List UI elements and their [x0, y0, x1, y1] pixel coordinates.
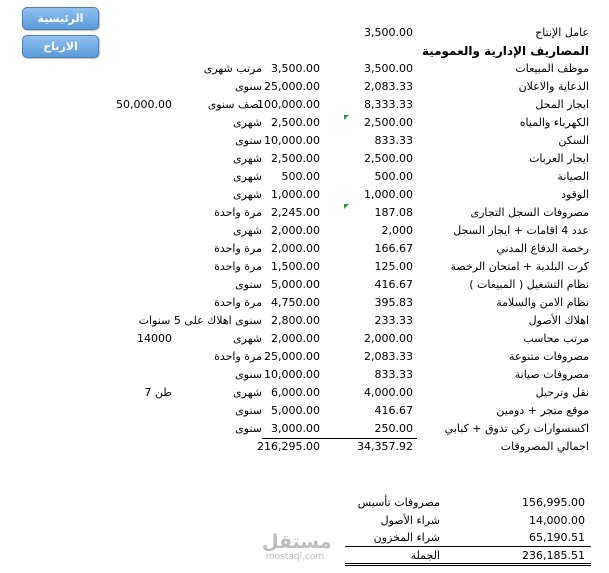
row-total: 6,000.00	[271, 386, 320, 399]
row-label: كرت البلدية + امتحان الرخصة	[450, 260, 589, 273]
row-label: نقل وترحيل	[535, 386, 589, 399]
row-label: مصروفات متنوعة	[509, 350, 589, 363]
summary-value: 14,000.00	[529, 514, 585, 527]
summary-label: شراء الأصول	[380, 514, 440, 527]
row-total: 2,500.00	[271, 152, 320, 165]
row-monthly: 416.67	[374, 404, 413, 417]
row-total: 5,000.00	[271, 278, 320, 291]
row-monthly: 250.00	[374, 422, 413, 435]
row-label: عدد 4 اقامات + ايجار السجل	[453, 224, 589, 237]
row-period: مرة واحدة	[214, 296, 262, 309]
summary-value: 236,185.51	[522, 549, 585, 562]
row-monthly: 2,083.33	[364, 80, 413, 93]
summary-label: مصروفات تأسيس	[357, 496, 440, 509]
row-label: اهلاك الأصول	[528, 314, 589, 327]
row-monthly: 4,000.00	[364, 386, 413, 399]
production-factor-label: عامل الإنتاج	[535, 26, 589, 39]
row-label: ايجار المحل	[535, 98, 589, 111]
watermark-latin: mostaql.com	[265, 552, 325, 562]
row-total: 4,750.00	[271, 296, 320, 309]
row-label: السكن	[558, 134, 589, 147]
row-monthly: 166.67	[374, 242, 413, 255]
row-total: 2,500.00	[271, 116, 320, 129]
row-total: 25,000.00	[264, 80, 320, 93]
row-monthly: 2,500.00	[364, 116, 413, 129]
row-label: الصيانة	[557, 170, 589, 183]
row-total: 10,000.00	[264, 368, 320, 381]
row-period: شهرى	[233, 224, 262, 237]
row-total: 2,245.00	[271, 206, 320, 219]
row-total: 2,000.00	[271, 224, 320, 237]
summary-total-line	[345, 546, 591, 547]
summary-label: الجملة	[410, 549, 440, 562]
row-period: سنوى اهلاك على 5 سنوات	[138, 314, 262, 327]
production-factor-value: 3,500.00	[364, 26, 413, 39]
row-period: نصف سنوى	[207, 98, 262, 111]
grand-total-monthly: 34,357.92	[357, 440, 413, 453]
row-period: شهرى	[233, 332, 262, 345]
row-label: مصروفات صيانة	[514, 368, 589, 381]
row-label: رخصة الدفاع المدني	[496, 242, 589, 255]
row-period: شهرى	[233, 170, 262, 183]
row-period: سنوى	[235, 80, 262, 93]
row-label: نظام التشغيل ( المبيعات )	[469, 278, 589, 291]
row-period: سنوى	[235, 278, 262, 291]
watermark-arabic: مستقل	[262, 531, 332, 553]
summary-label: شراء المخزون	[373, 531, 440, 544]
row-period: سنوى	[235, 134, 262, 147]
row-extra: 14000	[137, 332, 172, 345]
row-period: سنوى	[235, 422, 262, 435]
comment-marker	[344, 115, 349, 120]
row-label: ايجار العربات	[529, 152, 589, 165]
row-monthly: 233.33	[374, 314, 413, 327]
row-monthly: 8,333.33	[364, 98, 413, 111]
row-monthly: 1,000.00	[364, 188, 413, 201]
summary-value: 65,190.51	[529, 531, 585, 544]
row-total: 2,000.00	[271, 332, 320, 345]
row-extra: طن 7	[144, 386, 172, 399]
row-total: 500.00	[281, 170, 320, 183]
row-monthly: 2,000	[381, 224, 413, 237]
row-extra: 50,000.00	[116, 98, 172, 111]
row-monthly: 833.33	[374, 368, 413, 381]
row-period: مرتب شهرى	[203, 62, 262, 75]
grand-total-total: 216,295.00	[257, 440, 320, 453]
row-monthly: 3,500.00	[364, 62, 413, 75]
row-total: 25,000.00	[264, 350, 320, 363]
home-button[interactable]: الرئيسية	[22, 7, 99, 30]
row-monthly: 125.00	[374, 260, 413, 273]
row-period: مرة واحدة	[214, 242, 262, 255]
row-period: سنوى	[235, 404, 262, 417]
row-period: شهرى	[233, 152, 262, 165]
row-label: مرتب محاسب	[523, 332, 589, 345]
comment-marker	[344, 204, 349, 209]
row-label: موظف المبيعات	[515, 62, 589, 75]
profits-button[interactable]: الارباح	[22, 35, 99, 58]
grand-total-label: اجمالي المصروفات	[500, 440, 589, 453]
row-label: الوقود	[561, 188, 589, 201]
row-label: الدعاية والاعلان	[518, 80, 589, 93]
row-monthly: 2,083.33	[364, 350, 413, 363]
row-period: شهرى	[233, 386, 262, 399]
row-period: شهرى	[233, 116, 262, 129]
row-label: مصروفات السجل التجارى	[470, 206, 589, 219]
row-label: اكسسوارات ركن تذوق + كبابي	[444, 422, 589, 435]
row-monthly: 500.00	[374, 170, 413, 183]
row-monthly: 2,500.00	[364, 152, 413, 165]
row-monthly: 187.08	[374, 206, 413, 219]
mostaql-watermark	[262, 531, 332, 562]
row-total: 1,500.00	[271, 260, 320, 273]
row-total: 100,000.00	[257, 98, 320, 111]
row-total: 5,000.00	[271, 404, 320, 417]
row-total: 3,000.00	[271, 422, 320, 435]
row-monthly: 833.33	[374, 134, 413, 147]
total-line	[262, 438, 417, 439]
summary-value: 156,995.00	[522, 496, 585, 509]
row-total: 2,000.00	[271, 242, 320, 255]
row-total: 3,500.00	[271, 62, 320, 75]
summary-bottom-line	[345, 563, 591, 564]
row-period: مرة واحدة	[214, 260, 262, 273]
row-period: مرة واحدة	[214, 350, 262, 363]
row-label: الكهرباء والمياه	[519, 116, 589, 129]
row-label: نظام الامن والسلامة	[496, 296, 589, 309]
row-period: شهرى	[233, 188, 262, 201]
row-monthly: 2,000.00	[364, 332, 413, 345]
row-period: مرة واحدة	[214, 206, 262, 219]
row-label: موقع متجر + دومين	[496, 404, 589, 417]
row-total: 2,800.00	[271, 314, 320, 327]
row-total: 10,000.00	[264, 134, 320, 147]
row-monthly: 416.67	[374, 278, 413, 291]
row-monthly: 395.83	[374, 296, 413, 309]
section-title: المصاريف الإدارية والعمومية	[421, 44, 589, 58]
summary-bottom-line-2	[345, 565, 591, 566]
row-total: 1,000.00	[271, 188, 320, 201]
row-period: سنوى	[235, 368, 262, 381]
